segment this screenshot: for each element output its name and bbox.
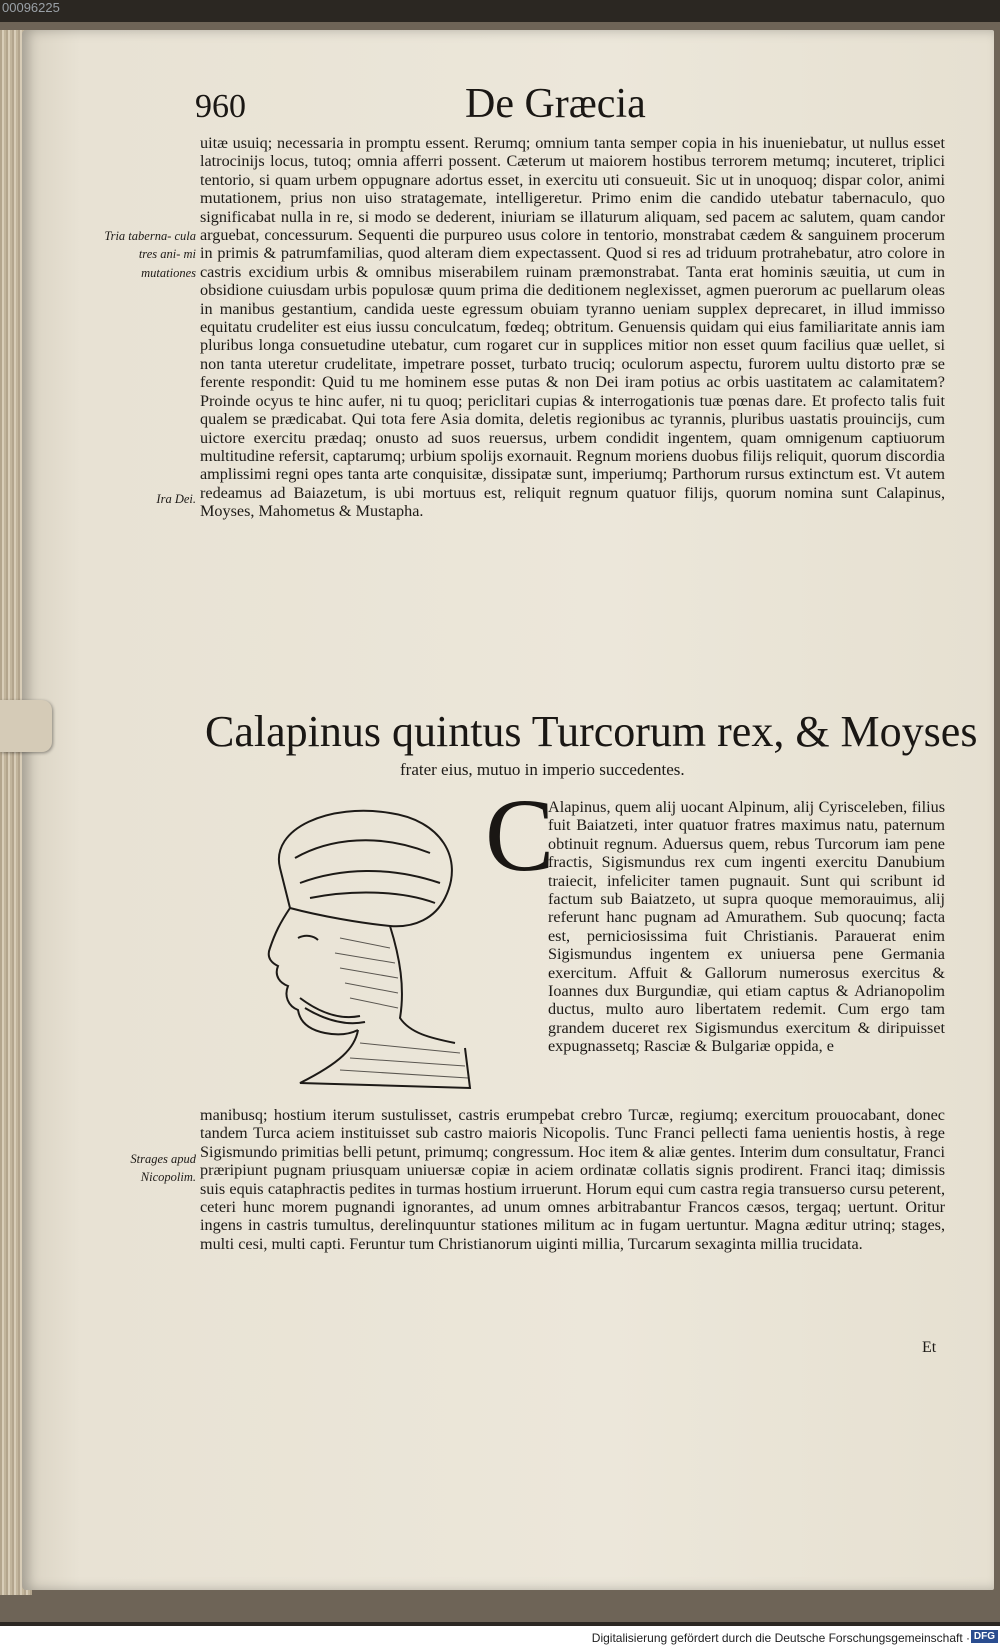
chapter-subtitle: frater eius, mutuo in imperio succedentes. <box>400 760 685 779</box>
woodcut-portrait <box>240 798 480 1098</box>
catchword: Et <box>922 1339 937 1356</box>
beard-hatching <box>300 998 365 1023</box>
folio-number: 960 <box>195 88 246 125</box>
funding-notice: Digitalisierung gefördert durch die Deutsche Forschungsgemeinschaft · <box>591 1631 970 1645</box>
shoulder-line <box>300 1030 470 1088</box>
marginal-note-nicopolis: Strages apud Nicopolim. <box>130 1152 196 1185</box>
paragraph-nicopolis <box>200 1106 945 1253</box>
chapter-title: Calapinus quintus Turcorum rex, & Moyses <box>205 707 978 756</box>
dfg-logo: DFG <box>971 1630 998 1643</box>
paragraph-text: manibusq; hostium iterum sustulisset, castris erumpebat crebro Turcæ, regiumq; exercitum prouocabant, donec tandem Turca aciem instituisset sub castro maioris Nicopolis. Tunc Franci pellecti fama uenientis hostis, à rege Sigismundo primitias belli petunt, primumq; congressum. Hoc item & aliæ gentes. Interim dum consultatur, Franci præripiunt pugnam priusquam uniuersæ copiæ in aciem ordinatæ collatis signis prodirent. Franci itaq; dimissis suis equis cataphractis pedites in turmas hostium irruerunt. Horum equi cum castra regia transuerso cursu peterent, ceteri hunc morem pugnandi ignorantes, ad unum omnes arbitrabantur Francos cæsos, tergaq; uertunt. Oritur ingens in castris tumultus, derelinquuntur stationes militum ac in fugam uertuntur. Magna æditur utrinq; stages, multi cesi, multi capti. Feruntur tum Christianorum uiginti millia, Turcarum sexaginta millia trucidata. <box>200 1106 945 1253</box>
page-tab-marker <box>0 700 52 752</box>
running-head: De Græcia <box>465 81 646 127</box>
paragraph-calapinus <box>548 798 945 1056</box>
turban-folds <box>295 840 440 903</box>
eye-mark <box>298 936 318 940</box>
paragraph-tamerlane <box>200 134 945 521</box>
page-header <box>195 80 935 130</box>
drop-capital: C <box>485 778 555 893</box>
paragraph-text: Alapinus, quem alij uocant Alpinum, alij Cyrisceleben, filius fuit Baiatzeti, inter quatuor fratres maximus natu, paternum obtinuit regnum. Aduersus quem, rebus Turcorum iam pene fractis, Sigismundus rex cum ingenti exercitu Danubium traiecit, infeliciter tamen pugnauit. Sunt qui scribunt id factum sub Baiatzeto, ut supra quoque memorauimus, alij referunt hanc pugnam ad Amurathem. Sub quocunq; facta est, perniciosissima fuit Christianis. Parauerat enim Sigismundus ingentem ex uniuersa pene Germania exercitum. Affuit & Gallorum numerosus exercitus & Ioannes dux Burgundiæ, qui etiam captus & Adrianopolim ductus, multo auro libertatem redemit. Cum ergo tam grandem duceret rex Sigismundus exercitum & diripuisset expugnassetq; Rasciæ & Bulgariæ oppida, e <box>548 798 945 1056</box>
footer-bar <box>0 1626 1000 1651</box>
face-profile <box>269 908 358 1034</box>
scan-identifier: 00096225 <box>2 0 60 15</box>
neck-line <box>390 926 455 1043</box>
marginal-note-tents: Tria taberna- cula tres ani- mi mutationes <box>104 229 196 280</box>
turban-outline <box>279 811 452 926</box>
marginal-note-ira-dei: Ira Dei. <box>156 492 196 506</box>
paragraph-text: uitæ usuiq; necessaria in promptu essent. Rerumq; omnium tanta semper copia in his inueniebatur, ut nullus esset latrocinijs locus, tutoq; omnia afferri possent. Cæterum ut maiorem hostibus terrorem metumq; incuteret, triplici tentorio, si quam urbem oppugnare adortus esset, in exercitu uti consueuit. Sic ut in unoquoq; dispar color, animi mutationem, prius non uiso stratagemate, intelligeretur. Primo enim die candido utebatur tabernaculo, quo significabat nulla in re, si modo se dederent, iniuriam se illaturum aliquam, sed pacem ac salutem, quam candor arguebat, concessurum. Sequenti die purpureo usus colore in tentorio, monstrabat cædem & sanguinem procerum in primis & patrumfamilias, quod alteram diem expectassent. Quod si res ad triduum protrahebatur, atro colore in castris excidium urbis & omnibus miserabilem ruinam præmonstrabat. Tanta erat hominis sæuitia, ut cum in obsidione cuiusdam urbis populosæ quum prima die deditionem neglexisset, agmen puerorum ac puellarum oleas in manibus gestantium, candida ueste egressum obuiam tyranno ueniam supplex deprecaret, in illud immisso equitatu crudeliter est eius iussu conculcatum, fœdeq; obtritum. Genuensis quidam qui eius familiaritate annis iam pluribus longa consuetudine utebatur, cum rogaret cur in supplices mitior non esset quum facilius quæ uellet, si non tanta uteretur crudelitate, impetrare posset, turbato truciq; oculorum aspectu, furorem uultu distorto præ se ferente respondit: Quid tu me hominem esse putas & non Dei iram potius ac orbis uastitatem ac calamitatem? Proinde ocyus te hinc aufer, ni tu quoq; periclitari cupias & interrogationis tuæ pœnas dare. Et profecto talis fuit qualem se prædicabat. Qui tota fere Asia domita, deletis regionibus ac tyrannis, pluribus uastatis prouincijs, cum uictore exercitu prædaq; onusto ad suos reuersus, urbem condidit ingentem, quam omnigenum captiuorum multitudine refersit, captarumq; urbium spolijs exornauit. Regnum moriens duobus filijs reliquit, quorum discordia amplissimi regni opes tanta arte conquisitæ, dissipatæ sunt, imperiumq; Parthorum rursus extinctum est. Vt autem redeamus ad Baiazetum, is ubi mortuus est, reliquit regnum quatuor filijs, quorum nomina sunt Calapinus, Moyses, Mahometus & Mustapha. <box>200 134 945 521</box>
